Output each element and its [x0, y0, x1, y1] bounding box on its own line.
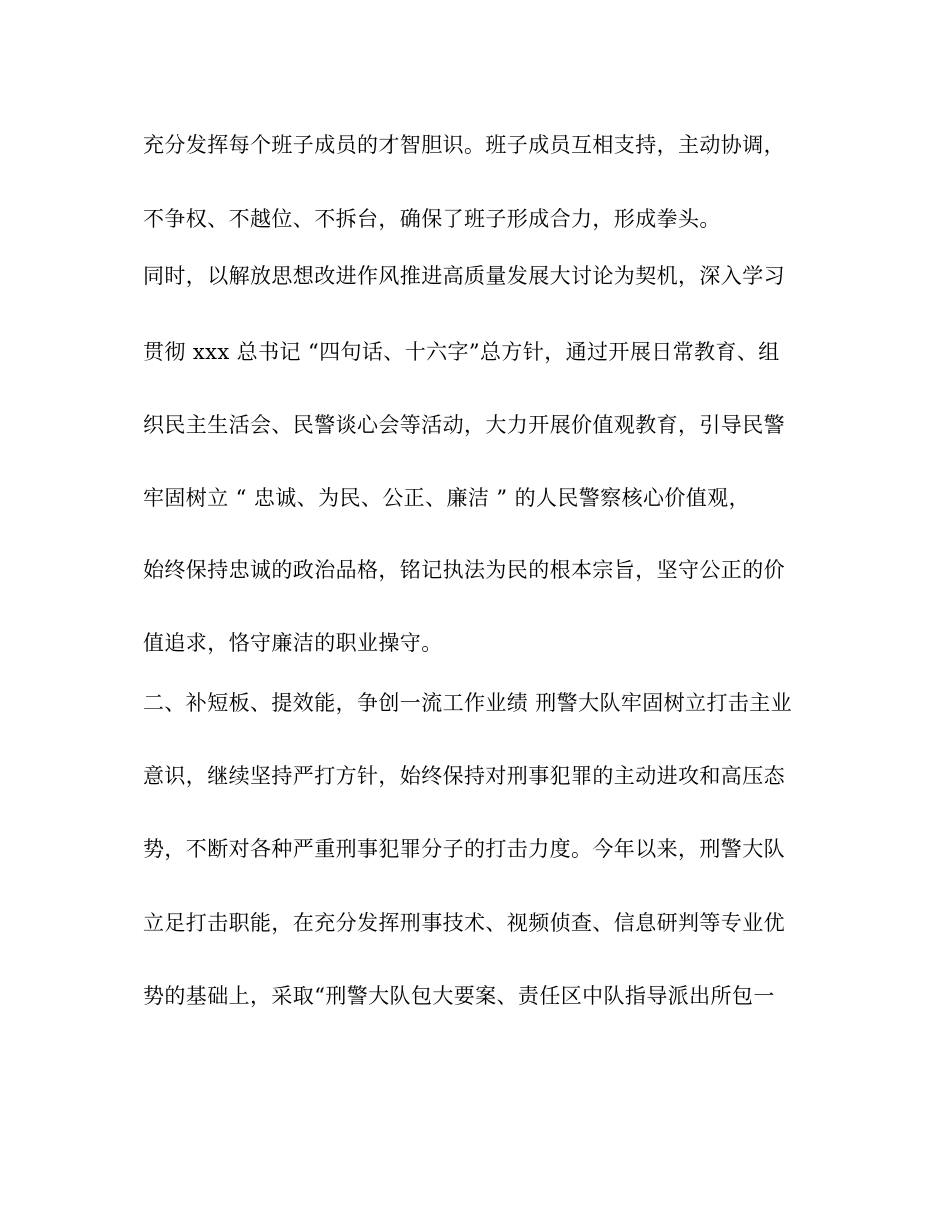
text-line-5: 织民主生活会、民警谈心会等活动，大力开展价值观教育，引导民警 [143, 413, 785, 437]
text-line-7: 始终保持忠诚的政治品格，铭记执法为民的根本宗旨，坚守公正的价 [143, 558, 785, 582]
text-line-2: 不争权、不越位、不拆台，确保了班子形成合力，形成拳头。 [143, 207, 721, 231]
text-line-12: 立足打击职能，在充分发挥刑事技术、视频侦查、信息研判等专业优 [143, 911, 785, 935]
text-line-9: 二、补短板、提效能，争创一流工作业绩 刑警大队牢固树立打击主业 [143, 691, 793, 715]
text-line-11: 势，不断对各种严重刑事犯罪分子的打击力度。今年以来，刑警大队 [143, 837, 785, 861]
text-line-6: 牢固树立 “ 忠诚、为民、公正、廉洁 ” 的人民警察核心价值观， [143, 486, 750, 510]
text-line-1: 充分发挥每个班子成员的才智胆识。班子成员互相支持，主动协调， [143, 133, 785, 157]
text-line-10: 意识，继续坚持严打方针，始终保持对刑事犯罪的主动进攻和高压态 [143, 764, 785, 788]
text-line-8: 值追求，恪守廉洁的职业操守。 [143, 631, 443, 655]
text-line-13: 势的基础上，采取“刑警大队包大要案、责任区中队指导派出所包一 [143, 984, 775, 1008]
text-line-3: 同时，以解放思想改进作风推进高质量发展大讨论为契机，深入学习 [143, 264, 785, 288]
text-line-4: 贯彻 xxx 总书记 “四句话、十六字”总方针，通过开展日常教育、组 [143, 340, 780, 364]
